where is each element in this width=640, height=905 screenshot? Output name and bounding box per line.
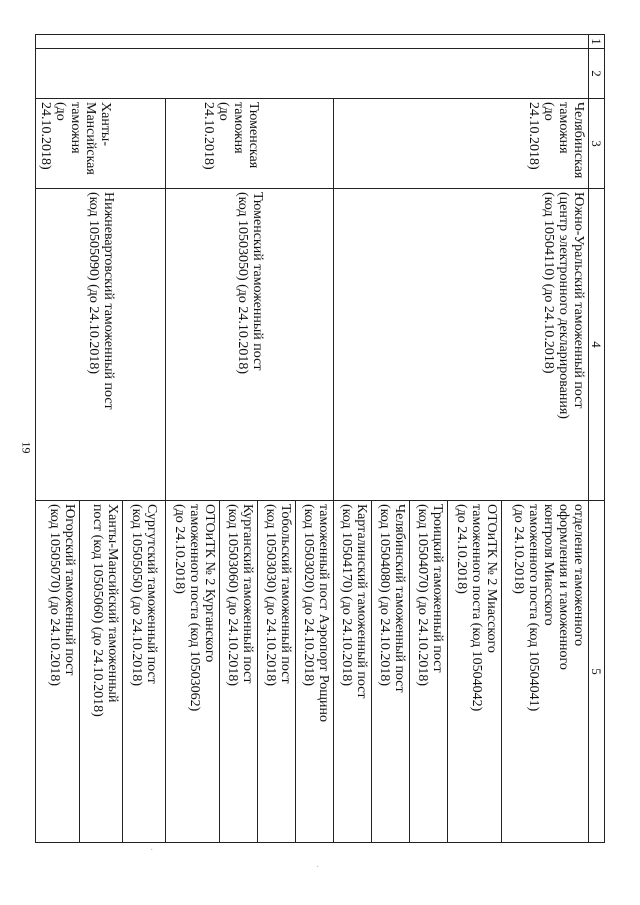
customs-name-tyumen: Тюменская таможня (до 24.10.2018) [166,99,334,189]
unit-cell: Троицкий таможенный пост (код 10504070) (до 24.10.2018) [410,501,448,843]
unit-cell: Ханты-Мансийский таможенный пост (код 10505060) (до 24.10.2018) [79,501,122,843]
unit-cell: ОТОиТК № 2 Миасского таможенного поста (код 10504042) (до 24.10.2018) [448,501,502,843]
table-row [296,35,334,843]
col2-cell [36,49,589,99]
scan-speck: · [150,845,154,856]
unit-cell: Югорский таможенный пост (код 10505070) (до 24.10.2018) [36,501,80,843]
unit-cell: Карталинский таможенный пост (код 10504170) (до 24.10.2018) [334,501,372,843]
unit-cell: Сургутский таможенный пост (код 10505050) (до 24.10.2018) [122,501,165,843]
rotated-table-wrapper [35,34,605,842]
scan-speck: · [316,862,320,873]
table-row [122,35,165,843]
page-number: 19 [19,441,34,454]
header-col-2: 2 [589,49,605,99]
unit-cell: отделение таможенного оформления и таможенного контроля Миасского таможенного поста (код 10504041) (до 24.10.2018) [502,501,589,843]
table-row [502,35,589,843]
unit-cell: таможенный пост Аэропорт Рощино (код 10503020) (до 24.10.2018) [296,501,334,843]
post-tyumen: Тюменский таможенный пост (код 10503050) (до 24.10.2018) [166,189,334,501]
col1-cell [36,35,589,49]
unit-cell: ОТОиТК № 2 Курганского таможенного поста (код 10503062) (до 24.10.2018) [166,501,220,843]
customs-name-khanty: Ханты- Мансийская таможня (до 24.10.2018) [36,99,166,189]
customs-table [35,34,605,843]
header-col-5: 5 [589,501,605,843]
header-col-1: 1 [589,35,605,49]
header-row [589,35,605,843]
customs-name-chelyabinsk: Челябинская таможня (до 24.10.2018) [334,99,589,189]
unit-cell: Курганский таможенный пост (код 10503060) (до 24.10.2018) [220,501,258,843]
header-col-4: 4 [589,189,605,501]
unit-cell: Тобольский таможенный пост (код 10503030) (до 24.10.2018) [258,501,296,843]
post-south-ural: Южно-Уральский таможенный пост (центр электронного декларирования) (код 10504110) (до 24.10.2018) [334,189,589,501]
post-nizhnevartovsk: Нижневартовский таможенный пост (код 10505090) (до 24.10.2018) [36,189,166,501]
header-col-3: 3 [589,99,605,189]
unit-cell: Челябинский таможенный пост (код 10504080) (до 24.10.2018) [372,501,410,843]
